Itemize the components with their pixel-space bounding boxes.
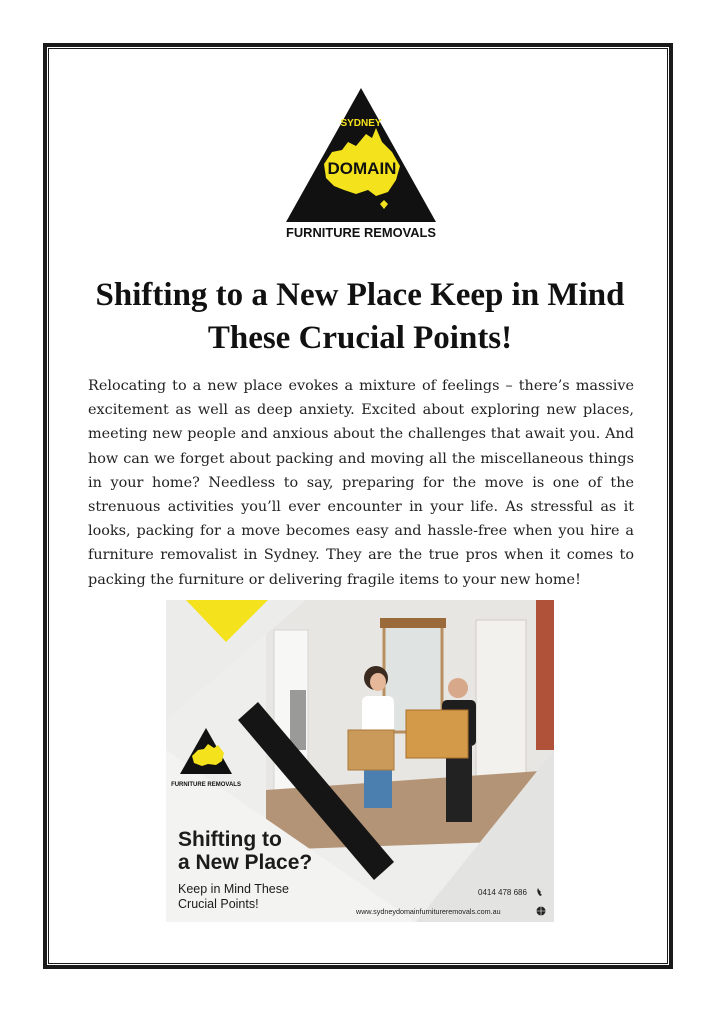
promo-phone: 0414 478 686 [478,888,527,897]
globe-icon [536,906,546,916]
promo-heading [178,828,312,874]
promo-heading-line-2: a New Place? [178,851,313,874]
article-body: Relocating to a new place evokes a mixture of feelings – there’s massive excitement as well as deep anxiety. Excited about exploring new places, meeting new people and anxious about the challenges that await you. And how can we forget about packing and moving all the miscellaneous things in your home? Needless to say, preparing for the move is one of the strenuous activities you’ll ever encounter in your life. As stressful as it looks, packing for a move becomes easy and hassle-free when you hire a furniture removalist in Sydney. They are the true pros when it comes to packing the furniture or delivering fragile items to your new home! [88,378,634,588]
promo-website: www.sydneydomainfurnitureremovals.com.au [356,907,501,916]
logo-top-text: SYDNEY [340,118,382,129]
title-line-1: Shifting to a New Place Keep in Mind [95,277,625,313]
mini-logo-text: FURNITURE REMOVALS [171,782,241,788]
promo-sub-line-1: Keep in Mind These [178,882,289,896]
promo-sub-line-2: Crucial Points! [178,897,259,911]
article-title [80,274,640,360]
logo-bottom-text: FURNITURE REMOVALS [286,226,436,240]
logo-center-text: DOMAIN [327,159,397,178]
company-logo [284,86,438,240]
promo-subheading [178,882,289,912]
phone-icon [536,887,546,898]
promo-heading-line-1: Shifting to [178,828,282,851]
promo-banner [166,600,554,922]
title-line-2: These Crucial Points! [207,320,513,356]
